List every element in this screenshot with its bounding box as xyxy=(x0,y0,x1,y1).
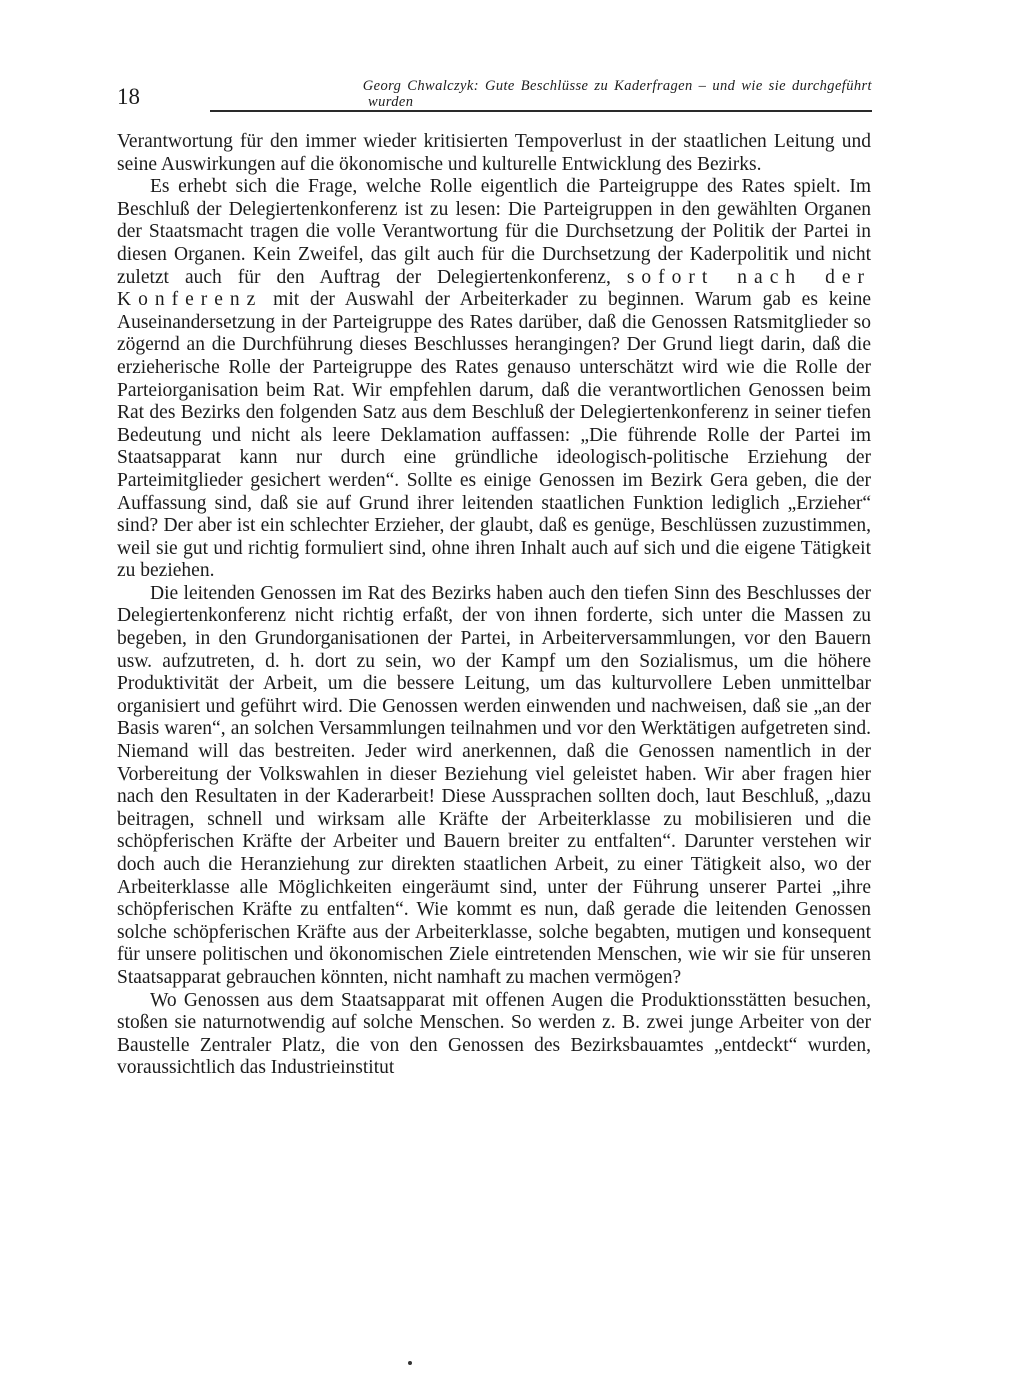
paragraph-2-part-2: mit der Auswahl der Arbeiterkader zu beginnen. Warum gab es keine Auseinandersetzung in der Parteigruppe des Rates darüber, daß die Genossen Ratsmitglieder so zögernd an die Durchführung dieses Beschlusses herangingen? Der Grund liegt darin, daß die erzieherische Rolle der Parteigruppe des Rates genauso unterschätzt wird wie die Rolle der Parteiorganisation beim Rat. Wir empfehlen darum, daß die verantwortlichen Genossen beim Rat des Bezirks den folgenden Satz aus dem Beschluß der Delegiertenkonferenz in seiner tiefen Bedeutung und nicht als leere Deklamation auffassen: „Die führende Rolle der Partei im Staatsapparat kann nur durch eine gründliche ideologisch-politische Erziehung der Parteimitglieder gesichert werden“. Sollte es einige Genossen im Bezirk Gera geben, die der Auffassung sind, daß sie auf Grund ihrer leitenden staatlichen Funktion lediglich „Erzieher“ sind? Der aber ist ein schlechter Erzieher, der glaubt, daß es genüge, Beschlüssen zuzustimmen, weil sie gut und richtig formuliert sind, ohne ihren Inhalt auch auf sich und die eigene Tätigkeit zu beziehen. xyxy=(117,289,871,582)
paragraph-2 xyxy=(117,176,871,583)
running-head-line-2: wurden xyxy=(368,94,414,110)
paragraph-2-part-1: Es erhebt sich die Frage, welche Rolle eigentlich die Parteigruppe des Rates spielt. Im Beschluß der Delegiertenkonferenz ist zu lesen: Die Parteigruppen in den gewählten Organen der Staatsmacht tragen die volle Verantwortung für die Durchsetzung der Politik der Partei in diesen Organen. Kein Zweifel, das gilt auch für die Durchsetzung der Kaderpolitik und nicht zuletzt auch für den Auftrag der Delegiertenkonferenz, xyxy=(117,176,871,288)
paragraph-2-emphasis: sofort nach der Konferenz xyxy=(117,266,872,311)
page-number: 18 xyxy=(117,84,140,109)
body-text xyxy=(117,131,871,1080)
paragraph-4: Wo Genossen aus dem Staatsapparat mit offenen Augen die Produktionsstätten besuchen, stoßen sie naturnotwendig auf solche Menschen. So werden z. B. zwei junge Arbeiter von der Baustelle Zentraler Platz, die von den Genossen des Bezirksbauamtes „entdeckt“ wurden, voraussichtlich das Industrieinstitut xyxy=(117,989,871,1079)
running-head xyxy=(210,78,872,110)
running-head-line-1: Georg Chwalczyk: Gute Beschlüsse zu Kaderfragen – und wie sie durchgeführt xyxy=(362,78,872,94)
header-rule xyxy=(210,110,872,112)
paragraph-1: Verantwortung für den immer wieder kritisierten Tempoverlust in der staatlichen Leitung und seine Auswirkungen auf die ökonomische und kulturelle Entwicklung des Bezirks. xyxy=(117,131,871,175)
paragraph-3: Die leitenden Genossen im Rat des Bezirks haben auch den tiefen Sinn des Beschlusses der Delegiertenkonferenz nicht richtig erfaßt, der von ihnen forderte, sich unter die Massen zu begeben, in den Grundorganisationen der Partei, in Arbeiterversammlungen, vor den Bauern usw. aufzutreten, d. h. dort zu sein, wo der Kampf um den Sozialismus, um die höhere Produktivität der Arbeit, um die bessere Leitung, um das kulturvollere Leben unmittelbar organisiert und geführt wird. Die Genossen werden einwenden und nachweisen, daß sie „an der Basis waren“, an solchen Versammlungen teilnahmen und vor den Werktätigen aufgetreten sind. Niemand will das bestreiten. Jeder wird anerkennen, daß die Genossen namentlich in der Vorbereitung der Volkswahlen in dieser Beziehung viel geleistet haben. Wir aber fragen hier nach den Resultaten in der Kaderarbeit! Diese Aussprachen sollten doch, laut Beschluß, „dazu beitragen, schnell und wirksam alle Kräfte der Arbeiterklasse zu mobilisieren und die schöpferischen Kräfte der Arbeiter und Bauern breiter zu entfalten“. Darunter verstehen wir doch auch die Heranziehung zur direkten staatlichen Arbeit, zu einer Tätigkeit also, wo der Arbeiterklasse alle Möglichkeiten eingeräumt sind, unter der Führung unserer Partei „ihre schöpferischen Kräfte zu entfalten“. Wie kommt es nun, daß gerade die leitenden Genossen solche schöpferischen Kräfte aus der Arbeiterklasse, solche begabten, mutigen und konsequent für unsere politischen und ökonomischen Ziele eintretenden Menschen, wie wir sie für unseren Staatsapparat gebrauchen könnten, nicht namhaft zu machen vermögen? xyxy=(117,582,871,988)
print-speck xyxy=(408,1361,412,1365)
